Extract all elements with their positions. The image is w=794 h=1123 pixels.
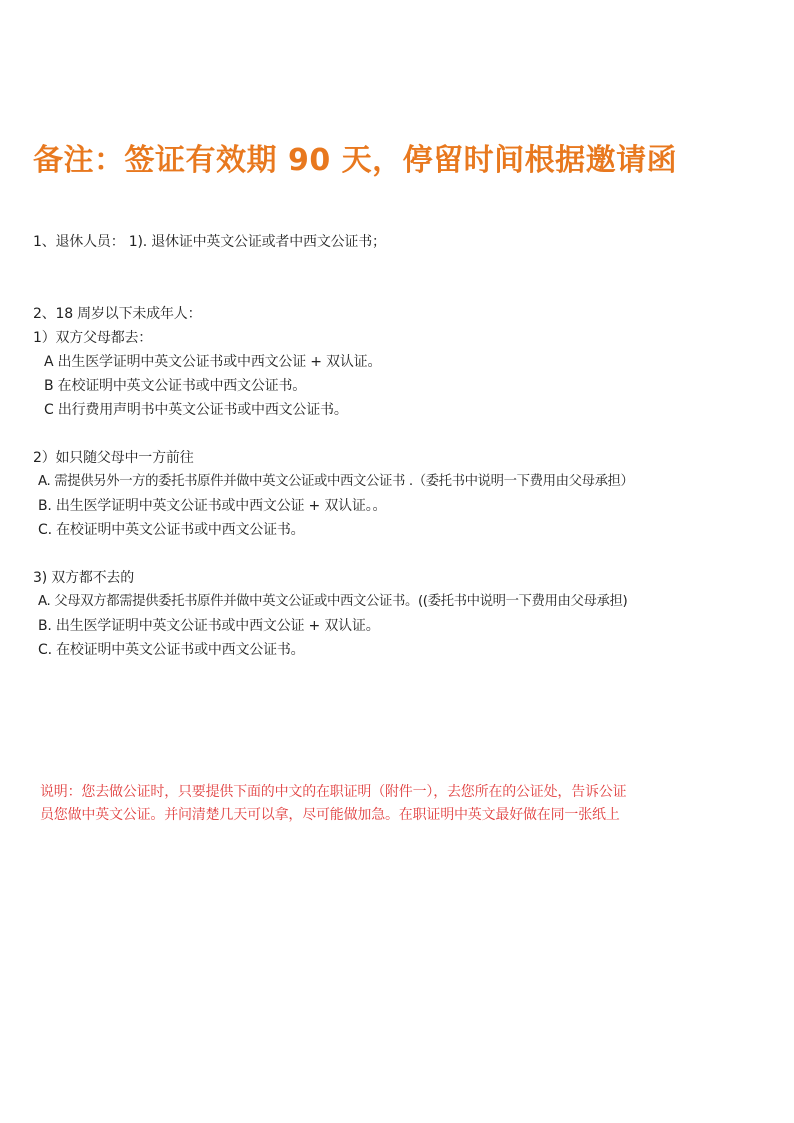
neither-parent-item-c: C. 在校证明中英文公证书或中西文公证书。 [38, 642, 305, 658]
retiree-requirement: 1、退休人员： 1). 退休证中英文公证或者中西文公证书； [33, 234, 386, 250]
one-parent-item-b: B. 出生医学证明中英文公证书或中西文公证 + 双认证。。 [38, 498, 387, 514]
minors-heading: 2、18 周岁以下未成年人： [33, 306, 202, 322]
both-parents-heading: 1）双方父母都去： [33, 330, 153, 346]
neither-parent-heading: 3) 双方都不去的 [33, 570, 135, 586]
one-parent-item-a: A. 需提供另外一方的委托书原件并做中英文公证或中西文公证书 .（委托书中说明一下费用由父母承担） [38, 474, 634, 489]
one-parent-heading: 2）如只随父母中一方前往 [33, 450, 194, 466]
both-parents-item-b: B 在校证明中英文公证书或中西文公证书。 [44, 378, 307, 394]
neither-parent-item-b: B. 出生医学证明中英文公证书或中西文公证 + 双认证。 [38, 618, 380, 634]
note-line-1: 说明：您去做公证时，只要提供下面的中文的在职证明（附件一），去您所在的公证处，告诉公证 [40, 784, 627, 800]
both-parents-item-a: A 出生医学证明中英文公证书或中西文公证 + 双认证。 [44, 354, 382, 370]
note-line-2: 员您做中英文公证。并问清楚几天可以拿，尽可能做加急。在职证明中英文最好做在同一张纸上 [40, 807, 620, 823]
one-parent-item-c: C. 在校证明中英文公证书或中西文公证书。 [38, 522, 305, 538]
page-title: 备注：签证有效期 90 天，停留时间根据邀请函 [33, 143, 678, 178]
neither-parent-item-a: A. 父母双方都需提供委托书原件并做中英文公证或中西文公证书。((委托书中说明一下费用由父母承担) [38, 594, 628, 609]
explanatory-note [40, 781, 758, 827]
both-parents-item-c: C 出行费用声明书中英文公证书或中西文公证书。 [44, 402, 348, 418]
